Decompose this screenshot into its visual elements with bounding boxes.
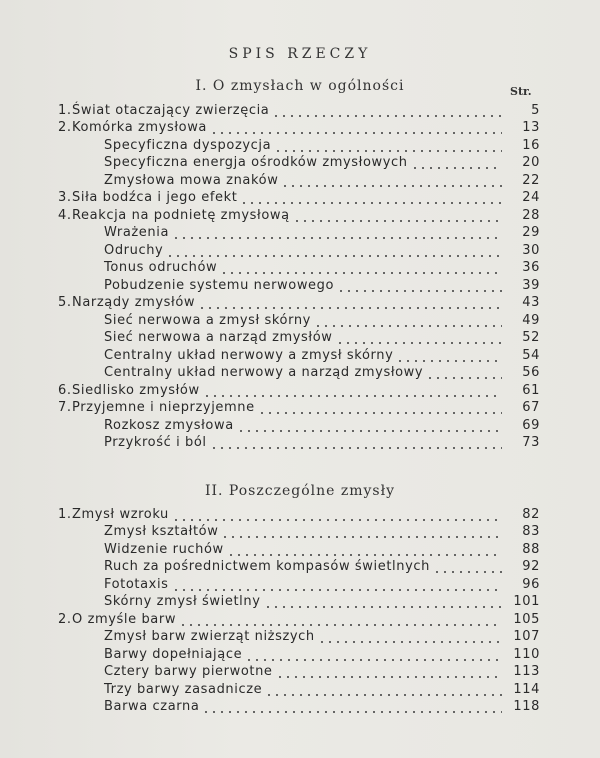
- toc-entry: [58, 154, 540, 172]
- dot-leader: [172, 227, 502, 241]
- dot-leader: [166, 245, 502, 259]
- toc-entry-label: Barwa czarna: [104, 699, 200, 714]
- toc-entry-page: 82: [522, 506, 540, 522]
- toc-entry-page: 54: [522, 347, 540, 363]
- toc-entry: [58, 189, 540, 207]
- toc-entry-page: 20: [522, 155, 540, 170]
- toc-entry-label: Świat otaczający zwierzęcia: [72, 102, 270, 118]
- toc-entry-label: Zmysł wzroku: [72, 506, 169, 522]
- toc-entry: [58, 224, 540, 242]
- dot-leader: [318, 631, 502, 645]
- toc-entry-number: 5.: [58, 295, 72, 310]
- toc-entry: [58, 259, 540, 277]
- toc-entry-page: 30: [522, 242, 540, 258]
- toc-entry-page: 96: [522, 576, 540, 592]
- dot-leader: [258, 402, 502, 416]
- toc-entry-label: Zmysłowa mowa znaków: [104, 172, 279, 188]
- dot-leader: [172, 579, 502, 593]
- toc-section-1: [58, 101, 540, 451]
- dot-leader: [179, 614, 502, 628]
- toc-entry-page: 101: [513, 594, 540, 609]
- toc-entry: [58, 119, 540, 137]
- dot-leader: [337, 280, 502, 294]
- toc-entry-label: Specyficzna dyspozycja: [104, 137, 272, 153]
- dot-leader: [293, 210, 502, 224]
- toc-entry-number: 7.: [58, 400, 72, 415]
- toc-entry-label: Fototaxis: [104, 576, 169, 592]
- toc-entry: [58, 593, 540, 611]
- toc-entry: [58, 416, 540, 434]
- toc-entry-label: Barwy dopełniające: [104, 646, 243, 662]
- toc-entry-label: Reakcja na podnietę zmysłową: [72, 207, 290, 223]
- toc-entry-page: 110: [513, 646, 540, 662]
- toc-entry: [58, 329, 540, 347]
- dot-leader: [245, 649, 502, 663]
- dot-leader: [198, 297, 502, 311]
- toc-entry: [58, 505, 540, 523]
- toc-entry-number: 1.: [58, 102, 72, 118]
- toc-entry-label: Zmysł kształtów: [104, 524, 219, 539]
- toc-entry-number: 4.: [58, 207, 72, 223]
- toc-entry-label: Widzenie ruchów: [104, 541, 224, 557]
- toc-entry-number: 2.: [58, 120, 72, 135]
- toc-entry-label: Odruchy: [104, 242, 164, 258]
- toc-entry-number: 3.: [58, 190, 72, 205]
- toc-entry: [58, 346, 540, 364]
- toc-entry-page: 5: [531, 102, 540, 118]
- toc-entry-page: 43: [522, 295, 540, 310]
- toc-entry-label: Przykrość i ból: [104, 435, 207, 450]
- toc-entry-page: 73: [522, 435, 540, 450]
- toc-entry: [58, 540, 540, 558]
- dot-leader: [210, 122, 502, 136]
- toc-entry-label: Specyficzna energja ośrodków zmysłowych: [104, 155, 408, 170]
- toc-entry-page: 113: [513, 664, 540, 679]
- toc-entry: [58, 171, 540, 189]
- toc-entry-page: 105: [513, 611, 540, 627]
- toc-entry: [58, 698, 540, 716]
- toc-entry-label: Skórny zmysł świetlny: [104, 594, 261, 609]
- toc-entry: [58, 206, 540, 224]
- toc-entry: [58, 276, 540, 294]
- toc-entry-label: O zmyśle barw: [72, 611, 177, 627]
- toc-entry-page: 28: [522, 207, 540, 223]
- page-title: SPIS RZECZY: [228, 46, 372, 62]
- toc-section-2: [58, 505, 540, 715]
- dot-leader: [411, 157, 502, 171]
- toc-entry-page: 118: [513, 699, 540, 714]
- toc-entry-label: Sieć nerwowa a narząd zmysłów: [104, 330, 333, 345]
- dot-leader: [274, 140, 502, 154]
- toc-entry-page: 22: [522, 172, 540, 188]
- toc-entry-page: 92: [522, 559, 540, 574]
- dot-leader: [272, 105, 502, 119]
- toc-entry: [58, 663, 540, 681]
- toc-entry: [58, 101, 540, 119]
- dot-leader: [336, 332, 503, 346]
- page-column-label: Str.: [510, 85, 532, 98]
- toc-entry: [58, 434, 540, 452]
- toc-entry: [58, 294, 540, 312]
- dot-leader: [237, 420, 502, 434]
- toc-entry-page: 88: [522, 541, 540, 557]
- toc-entry-page: 61: [522, 382, 540, 398]
- toc-entry: [58, 399, 540, 417]
- toc-entry-page: 36: [522, 260, 540, 275]
- toc-entry: [58, 680, 540, 698]
- dot-leader: [202, 701, 502, 715]
- dot-leader: [265, 684, 502, 698]
- toc-entry-page: 16: [522, 137, 540, 153]
- toc-entry-page: 56: [522, 365, 540, 380]
- dot-leader: [221, 526, 502, 540]
- dot-leader: [227, 544, 502, 558]
- toc-entry-page: 49: [522, 312, 540, 328]
- section-2-heading: II. Poszczególne zmysły: [204, 483, 396, 499]
- dot-leader: [172, 509, 502, 523]
- toc-entry: [58, 610, 540, 628]
- section-1-heading: I. O zmysłach w ogólności: [195, 78, 405, 94]
- toc-entry: [58, 381, 540, 399]
- toc-entry-label: Trzy barwy zasadnicze: [104, 681, 263, 697]
- toc-entry: [58, 645, 540, 663]
- toc-entry-label: Centralny układ nerwowy a narząd zmysłowy: [104, 365, 424, 380]
- toc-entry-page: 114: [513, 681, 540, 697]
- toc-entry-label: Przyjemne i nieprzyjemne: [72, 400, 255, 415]
- dot-leader: [396, 350, 502, 364]
- toc-entry-label: Siedlisko zmysłów: [72, 382, 200, 398]
- toc-entry-page: 83: [522, 524, 540, 539]
- toc-entry-number: 6.: [58, 382, 72, 398]
- dot-leader: [314, 315, 502, 329]
- toc-entry-label: Narządy zmysłów: [72, 295, 196, 310]
- toc-entry-label: Zmysł barw zwierząt niższych: [104, 629, 315, 644]
- toc-entry: [58, 241, 540, 259]
- toc-entry-label: Rozkosz zmysłowa: [104, 417, 234, 433]
- toc-entry-label: Pobudzenie systemu nerwowego: [104, 277, 335, 293]
- dot-leader: [276, 666, 502, 680]
- toc-entry-page: 13: [522, 120, 540, 135]
- toc-entry: [58, 575, 540, 593]
- toc-entry-page: 107: [513, 629, 540, 644]
- toc-entry-page: 29: [522, 225, 540, 240]
- dot-leader: [426, 367, 502, 381]
- toc-entry-label: Centralny układ nerwowy a zmysł skórny: [104, 347, 394, 363]
- toc-entry-label: Cztery barwy pierwotne: [104, 664, 273, 679]
- toc-entry-number: 2.: [58, 611, 72, 627]
- toc-entry: [58, 628, 540, 646]
- toc-entry: [58, 136, 540, 154]
- dot-leader: [203, 385, 502, 399]
- dot-leader: [220, 262, 502, 276]
- toc-entry-label: Sieć nerwowa a zmysł skórny: [104, 312, 311, 328]
- toc-entry-page: 39: [522, 277, 540, 293]
- dot-leader: [264, 596, 503, 610]
- toc-entry-page: 69: [522, 417, 540, 433]
- dot-leader: [281, 175, 502, 189]
- toc-entry: [58, 558, 540, 576]
- toc-entry-label: Wrażenia: [104, 225, 170, 240]
- toc-entry-page: 67: [522, 400, 540, 415]
- toc-entry-label: Siła bodźca i jego efekt: [72, 190, 238, 205]
- toc-entry-page: 52: [522, 330, 540, 345]
- toc-entry: [58, 364, 540, 382]
- toc-entry-number: 1.: [58, 506, 72, 522]
- toc-entry: [58, 523, 540, 541]
- dot-leader: [240, 192, 502, 206]
- toc-entry-label: Komórka zmysłowa: [72, 120, 207, 135]
- toc-entry-page: 24: [522, 190, 540, 205]
- toc-entry-label: Tonus odruchów: [104, 260, 218, 275]
- toc-entry-label: Ruch za pośrednictwem kompasów świetlnych: [104, 559, 430, 574]
- toc-entry: [58, 311, 540, 329]
- dot-leader: [433, 561, 502, 575]
- dot-leader: [210, 437, 502, 451]
